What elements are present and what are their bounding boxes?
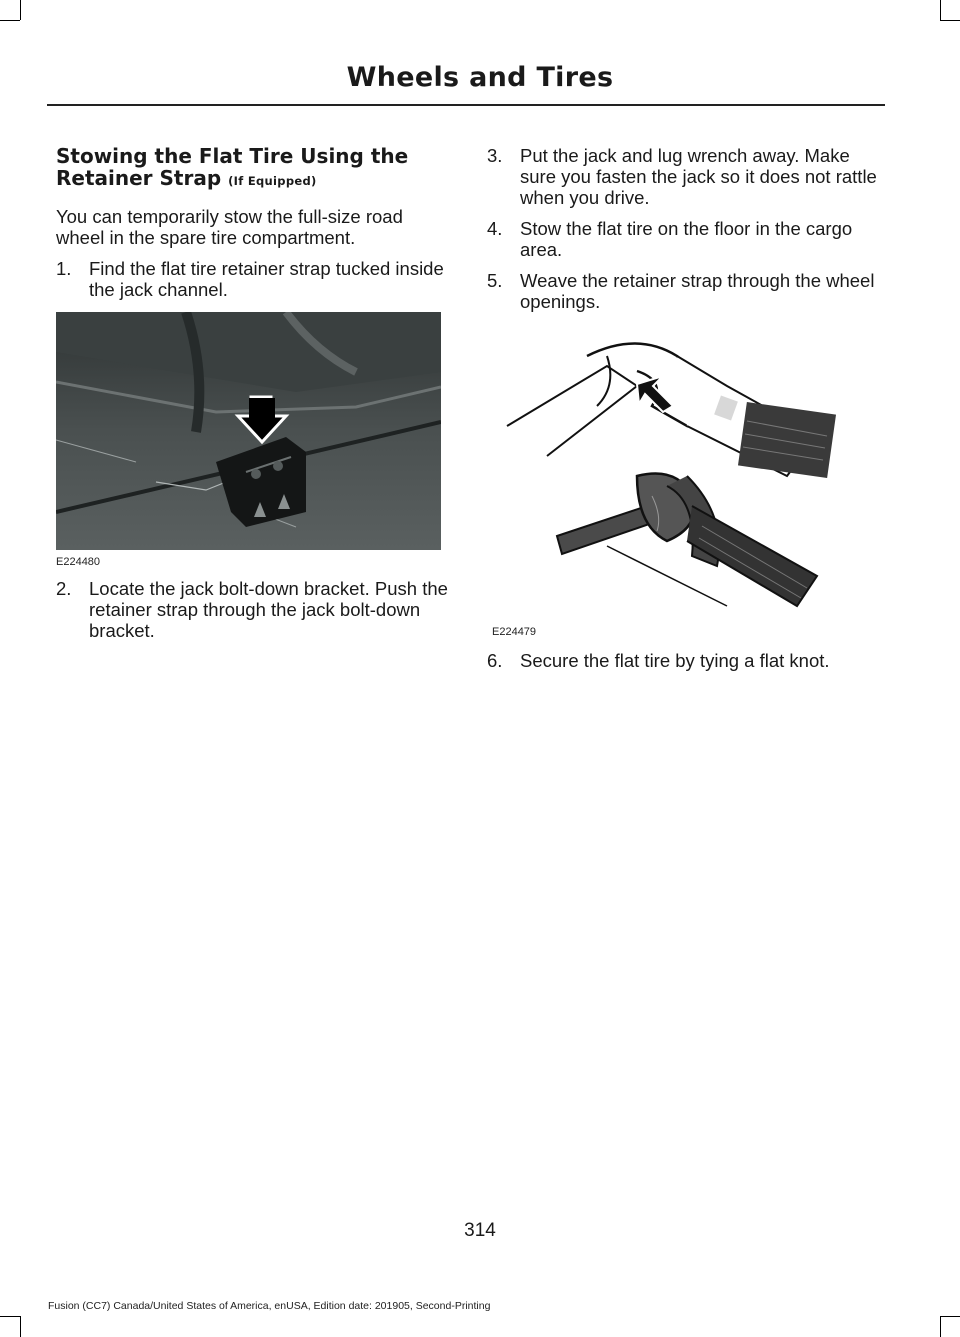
crop-mark bbox=[0, 1316, 20, 1317]
step-number: 2. bbox=[56, 578, 72, 599]
intro-paragraph: You can temporarily stow the full-size road wheel in the spare tire compartment. bbox=[56, 206, 403, 248]
page-title: Wheels and Tires bbox=[346, 62, 614, 93]
step-text: Weave the retainer strap through the wheel openings. bbox=[520, 270, 875, 312]
crop-mark bbox=[940, 20, 960, 21]
header-divider bbox=[47, 104, 885, 106]
step-text: Secure the flat tire by tying a flat knot. bbox=[520, 650, 830, 671]
crop-mark bbox=[940, 1316, 960, 1317]
page-number: 314 bbox=[464, 1220, 496, 1241]
section-heading bbox=[56, 145, 448, 192]
step-2 bbox=[56, 578, 448, 641]
section-title: Stowing the Flat Tire Using the Retainer Strap bbox=[56, 144, 409, 190]
step-4 bbox=[487, 218, 887, 260]
jack-channel-illustration bbox=[56, 312, 441, 550]
edition-footer: Fusion (CC7) Canada/United States of America, enUSA, Edition date: 201905, Second-Printing bbox=[48, 1300, 491, 1312]
crop-mark bbox=[940, 0, 941, 20]
right-column bbox=[487, 145, 887, 681]
step-6 bbox=[487, 650, 887, 671]
step-text: Locate the jack bolt-down bracket. Push the retainer strap through the jack bolt-down bracket. bbox=[89, 578, 448, 641]
step-number: 4. bbox=[487, 218, 503, 239]
step-1 bbox=[56, 258, 448, 300]
step-number: 6. bbox=[487, 650, 503, 671]
left-column bbox=[56, 145, 448, 651]
step-number: 5. bbox=[487, 270, 503, 291]
crop-mark bbox=[20, 1316, 21, 1337]
step-number: 3. bbox=[487, 145, 503, 166]
crop-mark bbox=[0, 20, 20, 21]
figure-jack-channel bbox=[56, 312, 448, 568]
step-text: Find the flat tire retainer strap tucked inside the jack channel. bbox=[89, 258, 444, 300]
step-3 bbox=[487, 145, 887, 208]
step-text: Stow the flat tire on the floor in the cargo area. bbox=[520, 218, 853, 260]
figure-strap-knot bbox=[487, 326, 887, 636]
figure-code: E224480 bbox=[56, 556, 101, 568]
section-qualifier: (If Equipped) bbox=[228, 174, 317, 188]
crop-mark bbox=[940, 1316, 941, 1337]
step-5 bbox=[487, 270, 887, 312]
step-text: Put the jack and lug wrench away. Make sure you fasten the jack so it does not rattle when you drive. bbox=[520, 145, 877, 208]
crop-mark bbox=[20, 0, 21, 20]
strap-knot-illustration bbox=[487, 326, 882, 626]
step-number: 1. bbox=[56, 258, 72, 279]
figure-code: E224479 bbox=[492, 626, 537, 638]
